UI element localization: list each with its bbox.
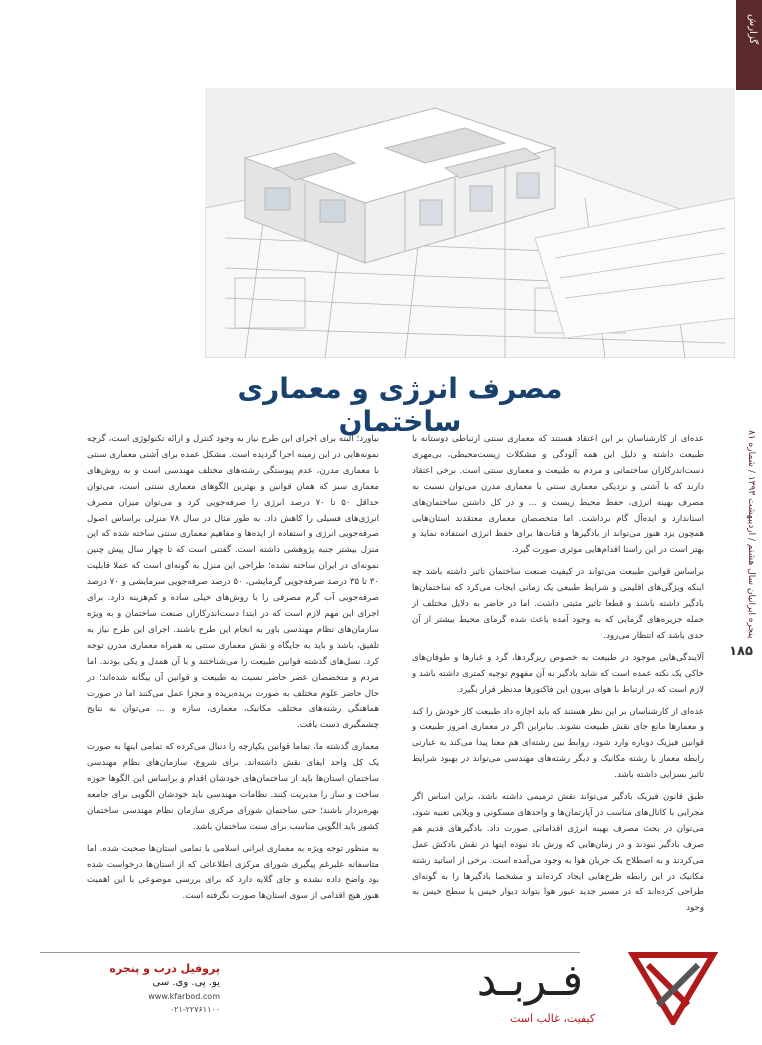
ad-product-type: یو. پی. وی. سی [152,977,220,988]
paragraph: معماری گذشته ما، تماما قوانین یکپارچه را دنبال می‌کرده که تمامی اینها به صورت یک کل واحد ایفای نقش داشته‌اند. برای شروع، سازمان‌های نظام مهندسی ساختمان استان‌ها باید از ساختمان‌های خودشان اقدام و براساس این الگوها حوزه ساخت و ساز را مدیریت کنند. نظامات مهندسی باید خودشان الگویی برای جامعه بهره‌بردار باشند؛ حتی ساختمان شورای مرکزی سازمان نظام مهندسی ساختمان کشور باید الگویی مناسب برای سنت ساختمان باشد. [87,742,379,832]
article-column-left [87,432,379,911]
brand-slogan: کیفیت، غالب است [510,1012,596,1025]
article-title: مصرف انرژی و معماری ساختمان [237,372,563,438]
paragraph: به منظور توجه ویژه به معماری ایرانی اسلامی با تمامی استان‌ها صحبت شده. اما متاسفانه علیرغم پیگیری شورای مرکزی اطلاعاتی که از استان‌ها درخواست شده بود واضح داده نشده و جای گلایه دارد که برای بررسی موضوعی با این اهمیت هنوز هیچ اقدامی از سوی استان‌ها صورت نگرفته است. [87,843,379,902]
paragraph: عده‌ای از کارشناسان بر این نظر هستند که باید اجازه داد طبیعت کار خودش را کند و معمارها مانع جای نقش طبیعت نشوند. بنابراین اگر در معماری امروز طبیعت و قوانین فیزیک دوباره وارد شود، روابط بین رشته‌ای هم معنا پیدا می‌کند به عبارتی رابطه معمار با رشته مکانیک و دیگر رشته‌های مهندسی می‌تواند در بهبود شرایط تاثیر بسزایی داشته باشد. [412,706,704,781]
section-label: گزارش [747,14,758,45]
paragraph: براساس قوانین طبیعت می‌تواند در کیفیت صنعت ساختمان تاثیر داشته باشد چه اینکه ویژگی‌های اقلیمی و شرایط طبیعی یک زمانی ایجاب می‌کرد که ساختمان‌ها بادگیر داشته باشند و قطعا تاثیر مثبتی داشت. اما در حاضر به دلایل مختلف از جمله جزیره‌های گرمایی که به وجود آمده باعث شده گرمای محیط بیشتر از آن حدی باشد که انتظار می‌رود. [412,567,704,641]
paragraph: بیاورد؛ البته برای اجرای این طرح نیاز به وجود کنترل و ارائه تکنولوژی است، گرچه نمونه‌هایی در این زمینه اجرا گردیده است. مشکل عمده برای آشتی معماری سنتی با معماری مدرن، عدم پیوستگی رشته‌های مختلف مهندسی است و به روش‌های معماری سبز که همان قوانین و بهترین الگوهای معماری سنتی است، می‌توان حداقل ۵۰ تا ۷۰ درصد انرژی را صرفه‌جویی کرد و می‌توان میزان مصرف انرژی‌های فسیلی را کاهش داد. به طور مثال در سال ۷۸ منزلی براساس اصول صرفه‌جویی انرژی و استفاده از ایده‌ها و مفاهیم معماری سنتی ساخته شده که این منزل بیشتر جنبه پژوهشی داشته است. گفتنی است که تا چهار سال پیش چنین نمونه‌ای در ایران ساخته نشده؛ طراحی این منزل به گونه‌ای است که عملا قابلیت ۳۰ تا ۳۵ درصد صرفه‌جویی گرمایشی، ۵۰ درصد صرفه‌جویی سرمایشی و ۷۰ درصد صرفه‌جویی آب گرم مصرفی را با روش‌های خیلی ساده و کم‌هزینه دارد. برای اجرای این مهم لازم است که در ابتدا دست‌اندرکاران صنعت ساختمان و به ویژه سازمان‌های نظام مهندسی باور به انجام این طرح باشند. اجرای این طرح نیاز به تلفیق، باشد و باید به جایگاه و نقش معماری سنتی به همراه معماری مدرن توجه کرد. نسل‌های گذشته قوانین طبیعت را می‌شناختند و با آن همدل و یکی بودند. اما مردم و متخصصان عصر حاضر نسبت به طبیعت و قوانین آن بیگانه شده‌اند؛ در حال حاضر علوم مختلف به صورت بریده‌بریده و مجزا عمل می‌کنند اما در صورت هماهنگی رشته‌های مختلف مکانیک، معماری، سازه و ... می‌توان به نتایج چشمگیری دست یافت. [87,434,379,731]
page-number: ۱۸۵ [729,644,753,659]
building-model-illustration [205,88,735,358]
paragraph: طبق قانون فیزیک بادگیر می‌تواند نقش ترمیمی داشته باشد، براین اساس اگر مجرایی با کانال‌های مناسب در آپارتمان‌ها و واحدهای مسکونی و ویلایی تعبیه شود، می‌توان در بحث مصرف بهینه انرژی اقداماتی صورت داد. بادگیرهای قدیم هم صرف بادگیر نبودند و در زمان‌هایی که وزش باد نبوده اینها در نقش بادکش عمل می‌کردند و به اصطلاح یک جریان هوا به وجود می‌آمده است. برخی از اساتید رشته مکانیک در این رابطه طرح‌هایی ایجاد کرده‌اند و مشخصا بادگیرها را به گونه‌ای طراحی کرده‌اند که در مسیر جدید عبور هوا بتواند دیوار خیس یا سطح خیس به وجود [412,792,704,914]
brand-wordmark: فـربـد [476,955,584,1006]
ad-contact-block [40,962,220,1014]
article-column-right [412,432,704,923]
footer-divider [40,952,580,953]
ad-phone: ۰۲۱-۲۲۷۶۱۱۰۰ [169,1005,220,1014]
hero-image [205,88,735,358]
paragraph: آلایندگی‌هایی موجود در طبیعت به خصوص ریزگردها، گرد و غبارها و طوفان‌های خاکی یک نکته عمده است که شاید بادگیر به آن مفهوم توجیه کمتری داشته باشد و لازم است که در ارتباط با هوای بیرون این فاکتورها مدنظر قرار بگیرد. [412,652,704,695]
ad-website[interactable]: www.kfarbod.com [148,992,220,1001]
ad-product-line: پروفیل درب و پنجره [109,962,220,975]
brand-logo-icon [628,950,718,1025]
issue-info: پنجره ایرانیان سال هشتم / اردیبهشت ۱۳۹۳ / شماره ۸۱ [746,430,756,639]
paragraph: عده‌ای از کارشناسان بر این اعتقاد هستند که معماری سنتی ارتباطی دوستانه با طبیعت داشته و دلیل این همه آلودگی و مشکلات زیست‌محیطی، بی‌مهری دست‌اندرکاران ساختمانی و مردم به طبیعت و معماری سنتی است. برخی اعتقاد دارند که با آشتی و نزدیکی معماری سنتی با معماری مدرن می‌توان نسبت به مصرف بهینه انرژی، حفظ محیط زیست و ... و در کل داشتن ساختمان‌های استاندارد و ایده‌آل گام برداشت. اما متخصصان معماری معتقدند استان‌هایی همچون یزد هنوز می‌تواند از بادگیرها و قنات‌ها برای حفظ انرژی استفاده نماید و بهتر است در این راستا اقدام‌هایی موثری صورت گیرد. [412,434,704,556]
